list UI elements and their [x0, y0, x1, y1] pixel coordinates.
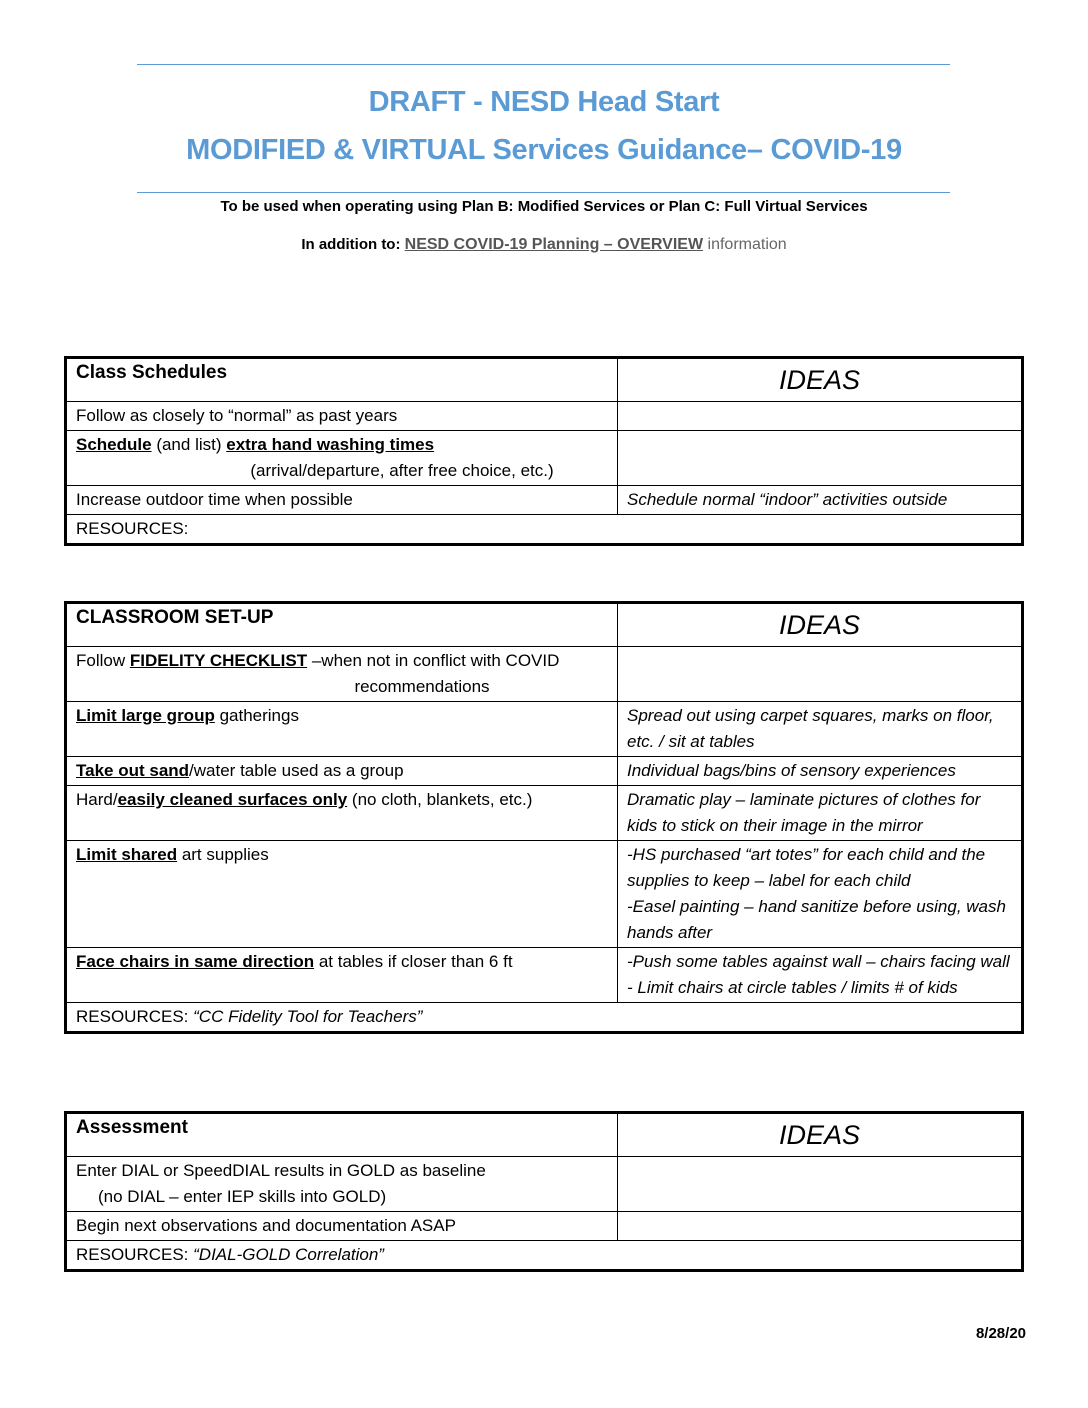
guideline-cell	[66, 948, 618, 1003]
table-row	[66, 647, 1023, 702]
guideline-text: Enter DIAL or SpeedDIAL results in GOLD as baseline	[76, 1161, 486, 1180]
table-header-row	[66, 358, 1023, 402]
class-schedules-table	[64, 356, 1024, 546]
table-row	[66, 757, 1023, 786]
table-header-row	[66, 1113, 1023, 1157]
guideline-text: Hard/	[76, 790, 118, 809]
idea-line: -HS purchased “art totes” for each child and the supplies to keep – label for each child	[627, 845, 986, 890]
resources-cell	[66, 1241, 1023, 1271]
resources-cell	[66, 515, 1023, 545]
guideline-cell: Begin next observations and documentation ASAP	[66, 1212, 618, 1241]
resources-row	[66, 1003, 1023, 1033]
overview-link[interactable]: NESD COVID-19 Planning – OVERVIEW	[404, 236, 704, 253]
table-row	[66, 486, 1023, 515]
classroom-setup-table	[64, 601, 1024, 1034]
resources-row	[66, 1241, 1023, 1271]
table-row	[66, 431, 1023, 486]
idea-cell: Dramatic play – laminate pictures of clothes for kids to stick on their image in the mirror	[618, 786, 1023, 841]
table-row	[66, 948, 1023, 1003]
section-heading: Assessment	[66, 1113, 618, 1157]
guideline-text: (no cloth, blankets, etc.)	[347, 790, 533, 809]
addition-tail: information	[703, 236, 787, 253]
idea-line: -Push some tables against wall – chairs facing wall	[627, 952, 1010, 971]
document-date: 8/28/20	[975, 1325, 1026, 1342]
guideline-cell	[66, 431, 618, 486]
addition-line	[0, 236, 1088, 254]
guideline-cell	[66, 757, 618, 786]
table-row	[66, 786, 1023, 841]
guideline-subtext: (no DIAL – enter IEP skills into GOLD)	[98, 1187, 387, 1206]
guideline-text: /water table used as a group	[189, 761, 404, 780]
guideline-cell	[66, 841, 618, 948]
guideline-cell	[66, 702, 618, 757]
guideline-text: art supplies	[177, 845, 269, 864]
emphasis-text: Limit shared	[76, 845, 178, 864]
emphasis-text: extra hand washing times	[226, 435, 435, 454]
idea-cell	[618, 1212, 1023, 1241]
guideline-cell	[66, 1157, 618, 1212]
idea-cell	[618, 647, 1023, 702]
table-header-row	[66, 603, 1023, 647]
resources-value: “DIAL-GOLD Correlation”	[193, 1245, 384, 1264]
guideline-text: –when not in conflict with COVID	[307, 651, 560, 670]
idea-cell	[618, 431, 1023, 486]
guideline-subtext: recommendations	[354, 677, 490, 696]
resources-label: RESOURCES:	[76, 1245, 194, 1264]
emphasis-text: Take out sand	[76, 761, 190, 780]
section-heading: CLASSROOM SET-UP	[66, 603, 618, 647]
resources-row	[66, 515, 1023, 545]
resources-label: RESOURCES:	[76, 519, 189, 538]
idea-cell	[618, 841, 1023, 948]
emphasis-text: easily cleaned surfaces only	[117, 790, 348, 809]
title-line-2: MODIFIED & VIRTUAL Services Guidance– COVID-19	[186, 134, 902, 166]
resources-value: “CC Fidelity Tool for Teachers”	[193, 1007, 423, 1026]
resources-label: RESOURCES:	[76, 1007, 194, 1026]
table-row	[66, 702, 1023, 757]
guideline-cell: Increase outdoor time when possible	[66, 486, 618, 515]
idea-cell	[618, 1157, 1023, 1212]
emphasis-text: Limit large group	[76, 706, 215, 725]
section-heading: Class Schedules	[66, 358, 618, 402]
table-row	[66, 841, 1023, 948]
guideline-text: (and list)	[151, 435, 227, 454]
idea-cell: Spread out using carpet squares, marks on floor, etc. / sit at tables	[618, 702, 1023, 757]
guideline-text: Follow	[76, 651, 130, 670]
idea-cell	[618, 402, 1023, 431]
guideline-text: at tables if closer than 6 ft	[314, 952, 513, 971]
table-row	[66, 1157, 1023, 1212]
guideline-text: gatherings	[214, 706, 299, 725]
table-row	[66, 402, 1023, 431]
addition-lead: In addition to:	[301, 236, 405, 253]
top-rule	[137, 64, 950, 65]
ideas-heading: IDEAS	[618, 1113, 1023, 1157]
bottom-rule	[137, 192, 950, 193]
emphasis-text: Schedule	[76, 435, 152, 454]
idea-line: -Easel painting – hand sanitize before using, wash hands after	[627, 897, 1006, 942]
title-line-1: DRAFT - NESD Head Start	[368, 86, 720, 118]
resources-cell	[66, 1003, 1023, 1033]
guideline-cell: Follow as closely to “normal” as past years	[66, 402, 618, 431]
idea-line: - Limit chairs at circle tables / limits # of kids	[627, 978, 958, 997]
emphasis-text: Face chairs in same direction	[76, 952, 315, 971]
idea-cell	[618, 948, 1023, 1003]
emphasis-text: FIDELITY CHECKLIST	[129, 651, 308, 670]
guideline-cell	[66, 786, 618, 841]
ideas-heading: IDEAS	[618, 358, 1023, 402]
subtitle: To be used when operating using Plan B: Modified Services or Plan C: Full Virtual Services	[220, 198, 868, 215]
guideline-subtext: (arrival/departure, after free choice, etc.)	[250, 461, 554, 480]
ideas-heading: IDEAS	[618, 603, 1023, 647]
idea-cell: Individual bags/bins of sensory experiences	[618, 757, 1023, 786]
idea-cell: Schedule normal “indoor” activities outside	[618, 486, 1023, 515]
table-row	[66, 1212, 1023, 1241]
assessment-table	[64, 1111, 1024, 1272]
guideline-cell	[66, 647, 618, 702]
